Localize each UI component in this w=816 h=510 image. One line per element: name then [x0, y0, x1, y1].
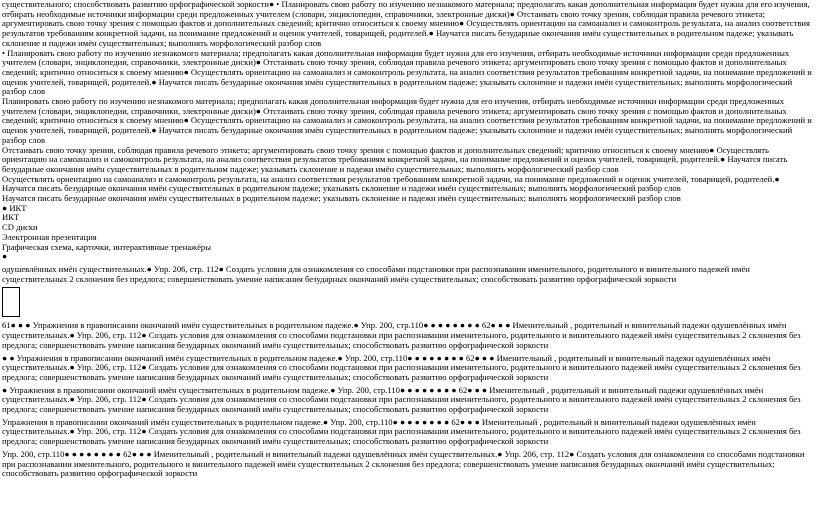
- resource-line: Электронная презентация: [2, 231, 97, 242]
- empty-table-cell: [2, 287, 20, 317]
- resource-line: ●: [2, 251, 8, 262]
- lesson-item: Упр. 200, стр.110● ● ● ● ● ● ● ● 62● ● ● Именительный , родительный и винительный падежи одушевлённых имён существительных.● Упр. 206, стр. 112● Создать условия для ознакомления со способами подстановки при распознавании именительного, родительного и винительного падежей имён существительных 2 склонения без предлога; совершенствовать умение написания безударных окончаний имён существительных; способствовать развитию орфографической зоркости: [2, 448, 805, 479]
- lesson-item: Упражнения в правописании окончаний имён существительных в родительном падеже.● Упр. 200, стр.110● ● ● ● ● ● ● ● 62● ● ● Именительный , родительный и винительный падежи одушевлённых имён существительных.● Упр. 206, стр. 112● Создать условия для ознакомления со способами подстановки при распознавании именительного, родительного и винительного падежей имён существительных 2 склонения без предлога; совершенствовать умение написания безударных окончаний имён существительных; способствовать развитию орфографической зоркости: [2, 416, 801, 447]
- text-paragraph: существительного; способствовать развитию орфографической зоркости● • Планировать свою работу по изучению незнакомого материала; предполагать какая дополнительная информация будет нужна для его изучения, отбирать необходимые источники информации среди предложенных учителем (словари, энциклопедии, справочники, электронные диски)● Отстаивать свою точку зрения, соблюдая правила речевого этикета; аргументировать свою точку зрения с помощью фактов и дополнительных сведений; критично относиться к своему мнению● Осуществлять ориентацию на самоанализ и самоконтроль результата, на анализ соответствия результатов требованиям конкретной задачи, на понимание предложений и оценок учителей, товарищей, родителей.● Научатся писать безударные окончания имён существительных в родительном падеже; указывать склонение и падежи имён существительных; выполнять морфологический разбор слов: [2, 0, 810, 48]
- lesson-item: ● Упражнения в правописании окончаний имён существительных в родительном падеже.● Упр. 200, стр.110● ● ● ● ● ● ● ● 62● ● ● Именительный , родительный и винительный падежи одушевлённых имён существительных.● Упр. 206, стр. 112● Создать условия для ознакомления со способами подстановки при распознавании именительного, родительного и винительного падежей имён существительных 2 склонения без предлога; совершенствовать умение написания безударных окончаний имён существительных; способствовать развитию орфографической зоркости: [2, 384, 801, 415]
- lesson-item: ● ● Упражнения в правописании окончаний имён существительных в родительном падеже.● Упр. 200, стр.110● ● ● ● ● ● ● ● 62● ● ● Именительный , родительный и винительный падежи одушевлённых имён существительных.● Упр. 206, стр. 112● Создать условия для ознакомления со способами подстановки при распознавании именительного, родительного и винительного падежей имён существительных 2 склонения без предлога; совершенствовать умение написания безударных окончаний имён существительных; способствовать развитию орфографической зоркости: [2, 352, 801, 382]
- lesson-line: одушевлённых имён существительных.● Упр. 206, стр. 112● Создать условия для ознакомления со способами подстановки при распознавании именительного, родительного и винительного падежей имён существительных 2 склонения без предлога; совершенствовать умение написания безударных окончаний имён существительных; способствовать развитию орфографической зоркости: [2, 263, 750, 284]
- text-paragraph: Отстаивать свою точку зрения, соблюдая правила речевого этикета; аргументировать свою точку зрения с помощью фактов и дополнительных сведений; критично относиться к своему мнению● Осуществлять ориентацию на самоанализ и самоконтроль результата, на анализ соответствия результатов требованиям конкретной задачи, на понимание предложений и оценок учителей, товарищей, родителей.● Научатся писать безударные окончания имён существительных в родительном падеже; указывать склонение и падежи имён существительных; выполнять морфологический разбор слов: [2, 144, 788, 174]
- text-paragraph: Научатся писать безударные окончания имён существительных в родительном падеже; указывать склонение и падежи имён существительных; выполнять морфологический разбор слов: [2, 193, 681, 204]
- resource-line: ● ИКТ: [2, 202, 27, 213]
- resource-line: CD диски: [2, 222, 38, 233]
- lesson-item: 61● ● ● Упражнения в правописании окончаний имён существительных в родительном падеже.● Упр. 200, стр.110● ● ● ● ● ● ● ● 62● ● ● Именительный , родительный и винительный падежи одушевлённых имён существительных.● Упр. 206, стр. 112● Создать условия для ознакомления со способами подстановки при распознавании именительного, родительного и винительного падежей имён существительных 2 склонения без предлога; совершенствовать умение написания безударных окончаний имён существительных; способствовать развитию орфографической зоркости: [2, 320, 801, 350]
- resource-line: Графическая схема, карточки, интерактивные тренажёры: [2, 241, 211, 252]
- text-paragraph: Осуществлять ориентацию на самоанализ и самоконтроль результата, на анализ соответствия результатов требованиям конкретной задачи, на понимание предложений и оценок учителей, товарищей, родителей.● Научатся писать безударные окончания имён существительных в родительном падеже; указывать склонение и падежи имён существительных; выполнять морфологический разбор слов: [2, 173, 780, 194]
- text-paragraph: • Планировать свою работу по изучению незнакомого материала; предполагать какая дополнительная информация будет нужна для его изучения, отбирать необходимые источники информации среди предложенных учителем (словари, энциклопедии, справочники, электронные диски)● Отстаивать свою точку зрения, соблюдая правила речевого этикета; аргументировать свою точку зрения с помощью фактов и дополнительных сведений; критично относиться к своему мнению● Осуществлять ориентацию на самоанализ и самоконтроль результата, на анализ соответствия результатов требованиям конкретной задачи, на понимание предложений и оценок учителей, товарищей, родителей.● Научатся писать безударные окончания имён существительных в родительном падеже; указывать склонение и падежи имён существительных; выполнять морфологический разбор слов: [2, 47, 812, 97]
- text-paragraph: Планировать свою работу по изучению незнакомого материала; предполагать какая дополнительная информация будет нужна для его изучения, отбирать необходимые источники информации среди предложенных учителем (словари, энциклопедии, справочники, электронные диски)● Отстаивать свою точку зрения, соблюдая правила речевого этикета; аргументировать свою точку зрения с помощью фактов и дополнительных сведений; критично относиться к своему мнению● Осуществлять ориентацию на самоанализ и самоконтроль результата, на анализ соответствия результатов требованиям конкретной задачи, на понимание предложений и оценок учителей, товарищей, родителей.● Научатся писать безударные окончания имён существительных в родительном падеже; указывать склонение и падежи имён существительных; выполнять морфологический разбор слов: [2, 96, 812, 145]
- resource-line: ИКТ: [2, 212, 20, 223]
